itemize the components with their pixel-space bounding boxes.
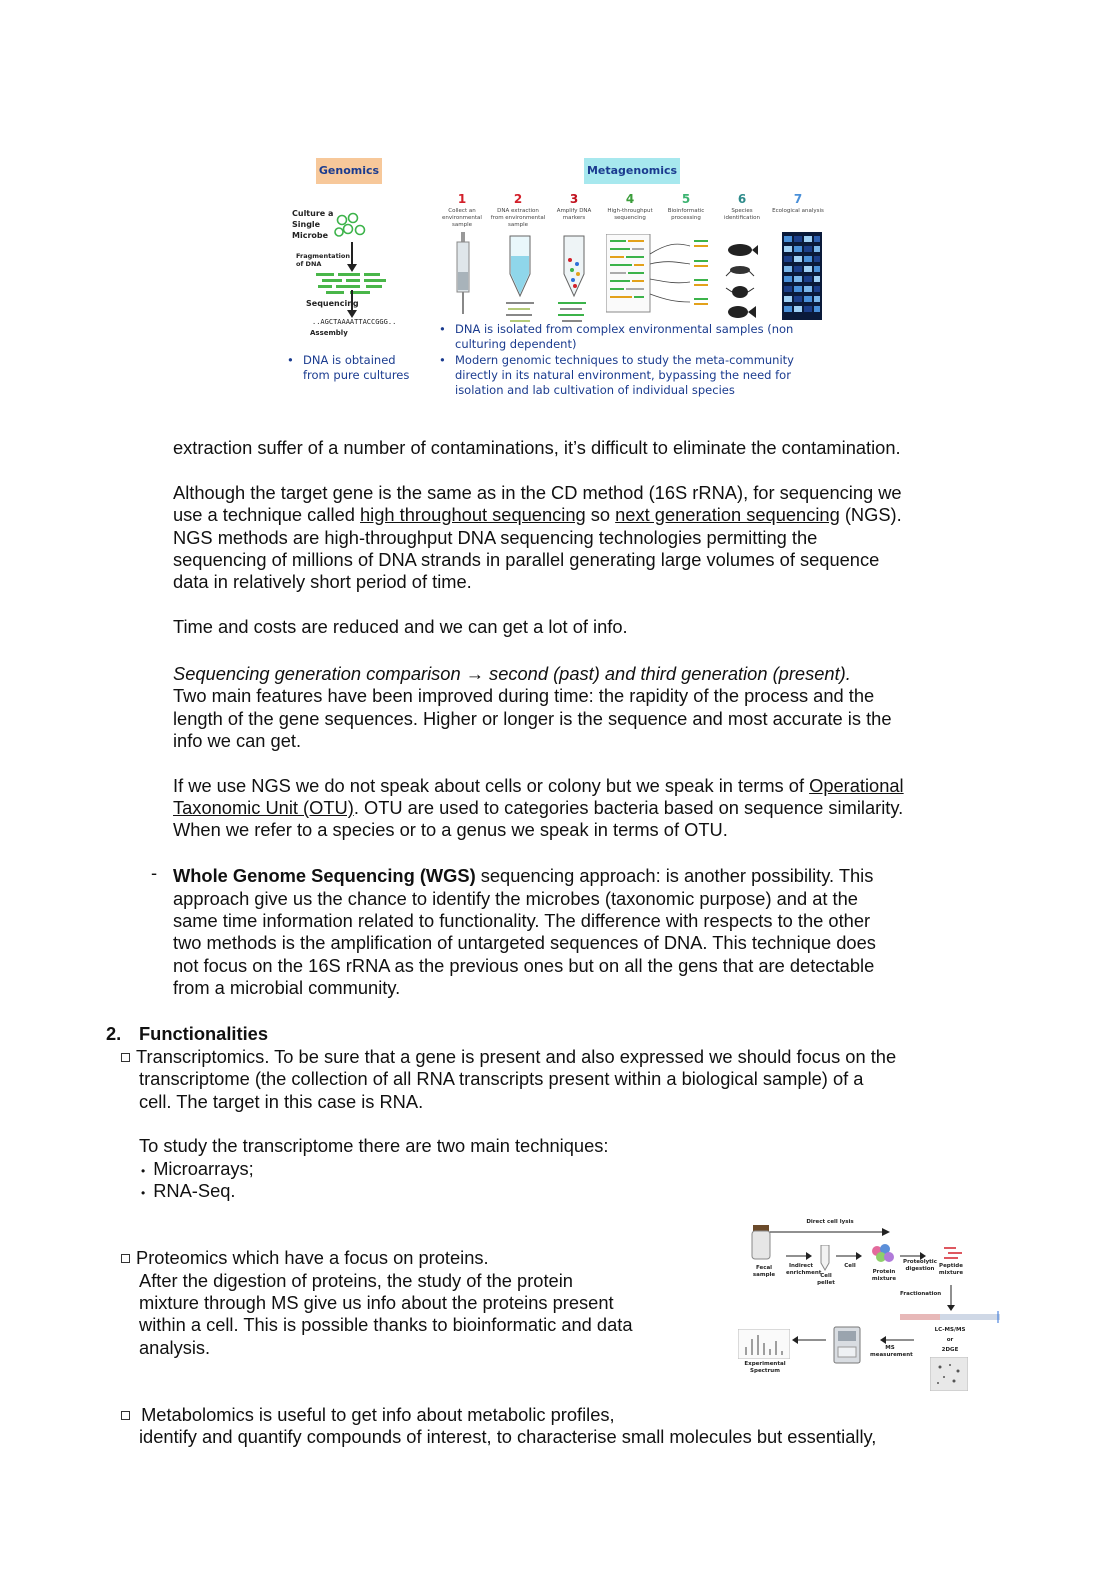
microbe-cluster-icon: [334, 212, 370, 240]
dna-bands-graphic: [558, 300, 588, 324]
lcms-label: LC-MS/MS: [934, 1327, 966, 1333]
paragraph-line: mixture through MS give us info about the proteins present: [139, 1292, 614, 1313]
paragraph-line: When we refer to a species or to a genus we speak in terms of OTU.: [173, 819, 728, 840]
paragraph-line: NGS methods are high-throughput DNA sequencing technologies permitting the: [173, 527, 818, 548]
list-item: [141, 1180, 236, 1204]
text-span: so: [585, 504, 616, 525]
step-number: 3: [569, 192, 579, 206]
arrow-right-icon: [760, 1227, 890, 1237]
experimental-spectrum-label: Experimental Spectrum: [744, 1361, 786, 1374]
paragraph-line: Two main features have been improved during time: the rapidity of the process and the: [173, 685, 875, 706]
sequencing-text: Sequencing: [306, 299, 359, 308]
metagenomics-label: Metagenomics: [584, 158, 680, 184]
genomics-label: Genomics: [316, 158, 382, 184]
bullet-dot: •: [141, 1164, 146, 1178]
paragraph-line: not focus on the 16S rRNA as the previous ones but on all the gens that are detectable: [173, 955, 875, 976]
step-caption: Bioinformatic processing: [667, 208, 705, 221]
underlined-term: Taxonomic Unit (OTU): [173, 797, 354, 818]
paragraph-line: two methods is the amplification of untargeted sequences of DNA. This technique does: [173, 932, 876, 953]
text-span: RNA-Seq.: [153, 1180, 236, 1201]
text-span: Transcriptomics. To be sure that a gene is present and also expressed we should focus on the: [136, 1046, 897, 1067]
paragraph-line: To study the transcriptome there are two main techniques:: [139, 1135, 609, 1156]
twodge-label: 2DGE: [941, 1347, 959, 1353]
italic-heading: Sequencing generation comparison → second (past) and third generation (present).: [173, 663, 851, 684]
cell-label: Cell: [844, 1263, 856, 1269]
fractionation-label: Fractionation: [900, 1291, 942, 1297]
arrow-right-icon: [786, 1251, 812, 1261]
step-1: [434, 192, 490, 229]
paragraph-line: Although the target gene is the same as in the CD method (16S rRNA), for sequencing we: [173, 482, 902, 503]
paragraph-line: [173, 865, 873, 887]
step-number: 2: [513, 192, 523, 206]
genomics-vs-metagenomics-figure: [284, 150, 824, 410]
bold-term: Whole Genome Sequencing (WGS): [173, 865, 476, 886]
arrow-left-icon: [880, 1335, 914, 1345]
indirect-enrichment-label: Indirect enrichment: [786, 1263, 822, 1276]
list-item: [141, 1158, 254, 1182]
step-2: [490, 192, 546, 229]
text-span: Proteomics which have a focus on proteins.: [136, 1247, 489, 1268]
sample-jar-icon: [750, 1225, 772, 1261]
bullet-dot: •: [141, 1186, 146, 1200]
paragraph-line: [121, 1046, 896, 1068]
fragmentation-text: Fragmentation of DNA: [296, 252, 350, 268]
step-number: 1: [457, 192, 467, 206]
checkbox-bullet: [121, 1053, 130, 1062]
underlined-term: high throughout sequencing: [360, 504, 586, 525]
underlined-term: next generation sequencing: [615, 504, 840, 525]
species-silhouettes-icon: [724, 242, 758, 322]
assembly-text: Assembly: [310, 329, 348, 337]
paragraph-line: same time information related to functionality. The difference with respects to the other: [173, 910, 871, 931]
amplify-tube-icon: [562, 234, 586, 304]
paragraph-line: info we can get.: [173, 730, 302, 751]
text-span: use a technique called: [173, 504, 361, 525]
step-caption: Amplify DNA markers: [556, 208, 592, 221]
arrow-right-icon: [836, 1251, 862, 1261]
protein-mixture-label: Protein mixture: [871, 1269, 897, 1282]
arrow-down-icon: [946, 1285, 956, 1311]
proteolytic-digestion-label: Proteolytic digestion: [903, 1259, 937, 1272]
paragraph-line: [173, 797, 903, 819]
culture-text: Culture a Single Microbe: [292, 209, 334, 240]
metagenomics-bullet-1: [439, 322, 815, 352]
paragraph-line: within a cell. This is possible thanks to bioinformatic and data: [139, 1314, 633, 1335]
sequencing-reads-graphic: [606, 234, 710, 320]
step-number: 4: [625, 192, 635, 206]
genomics-bullet: [287, 353, 413, 383]
bullet-dot: •: [439, 353, 446, 367]
text-span: sequencing approach: is another possibility. This: [475, 865, 874, 886]
paragraph-line: [173, 504, 902, 526]
peptide-mixture-label: Peptide mixture: [938, 1263, 964, 1276]
paragraph-line: identify and quantify compounds of interest, to characterise small molecules but essentially,: [139, 1426, 877, 1447]
metagenomics-bullet-1-text: DNA is isolated from complex environmental samples (non culturing dependent): [455, 322, 794, 351]
bullet-dot: •: [287, 353, 294, 367]
ms-measurement-label: MS measurement: [870, 1345, 913, 1358]
step-caption: DNA extraction from environmental sample: [490, 208, 546, 228]
ecological-heatmap-icon: [782, 232, 822, 322]
paragraph-contamination: extraction suffer of a number of contaminations, it’s difficult to eliminate the contamination.: [173, 437, 901, 458]
paragraph-line: After the digestion of proteins, the study of the protein: [139, 1270, 573, 1291]
arrow-left-icon: [792, 1335, 826, 1345]
paragraph-line: [173, 775, 904, 797]
step-4: [602, 192, 658, 222]
paragraph-line: analysis.: [139, 1337, 211, 1358]
step-number: 6: [737, 192, 747, 206]
cell-pellet-label: Cell pellet: [817, 1273, 835, 1286]
or-label: or: [946, 1337, 954, 1343]
paragraph-line: from a microbial community.: [173, 977, 401, 998]
text-span: If we use NGS we do not speak about cells or colony but we speak in terms of: [173, 775, 810, 796]
paragraph-line: cell. The target in this case is RNA.: [139, 1091, 424, 1112]
direct-lysis-label: Direct cell lysis: [806, 1219, 854, 1225]
metagenomics-bullet-2: [439, 353, 817, 398]
dna-bands-graphic: [506, 300, 536, 324]
spectrum-chart-icon: [738, 1329, 790, 1359]
step-6: [714, 192, 770, 222]
sample-syringe-icon: [454, 232, 472, 322]
paragraph-line: [121, 1247, 489, 1269]
step-5: [658, 192, 714, 222]
step-number: 7: [793, 192, 803, 206]
gel-image-icon: [930, 1357, 968, 1391]
paragraph-line: sequencing of millions of DNA strands in parallel generating large volumes of sequence: [173, 549, 880, 570]
bullet-dot: •: [439, 322, 446, 336]
fecal-sample-label: Fecal sample: [752, 1265, 776, 1278]
step-caption: Species identification: [724, 208, 760, 221]
paragraph-line: length of the gene sequences. Higher or longer is the sequence and most accurate is the: [173, 708, 892, 729]
fractionation-gradient-graphic: [900, 1311, 1000, 1323]
metagenomics-steps: [434, 192, 824, 342]
paragraph-time-costs: Time and costs are reduced and we can get a lot of info.: [173, 616, 628, 637]
genomics-bullet-text: DNA is obtained from pure cultures: [303, 353, 410, 382]
section-number: 2.: [106, 1023, 122, 1044]
sequence-string: ..AGCTAAAATTACCGGG..: [312, 318, 397, 326]
text-span: Microarrays;: [153, 1158, 254, 1179]
checkbox-bullet: [121, 1411, 130, 1420]
tube-icon: [820, 1245, 830, 1271]
dna-extraction-tube-icon: [508, 234, 532, 304]
metagenomics-bullet-2-text: Modern genomic techniques to study the meta-community directly in its natural environment, bypassing the need for isolation and lab cultivation of individual species: [455, 353, 794, 397]
text-span: (NGS).: [839, 504, 902, 525]
proteomics-workflow-figure: [730, 1215, 1005, 1395]
step-caption: High-throughput sequencing: [607, 208, 653, 221]
step-number: 5: [681, 192, 691, 206]
paragraph-line: data in relatively short period of time.: [173, 571, 472, 592]
paragraph-line: [121, 1404, 615, 1426]
mass-spectrometer-icon: [832, 1325, 862, 1365]
list-dash: -: [151, 862, 158, 883]
paragraph-line: approach give us the chance to identify the microbes (taxonomic purpose) and at the: [173, 888, 858, 909]
text-span: Metabolomics is useful to get info about metabolic profiles,: [136, 1404, 615, 1425]
step-7: [770, 192, 826, 215]
peptide-mixture-icon: [942, 1245, 964, 1261]
protein-mixture-icon: [870, 1243, 896, 1265]
arrow-down-icon: [346, 290, 358, 318]
checkbox-bullet: [121, 1254, 130, 1263]
step-caption: Collect an environmental sample: [442, 208, 482, 228]
underlined-term: Operational: [809, 775, 904, 796]
step-caption: Ecological analysis: [772, 208, 824, 214]
step-3: [546, 192, 602, 222]
paragraph-line: transcriptome (the collection of all RNA transcripts present within a biological sample) of a: [139, 1068, 864, 1089]
section-title: Functionalities: [139, 1023, 268, 1044]
text-span: . OTU are used to categories bacteria based on sequence similarity.: [353, 797, 904, 818]
